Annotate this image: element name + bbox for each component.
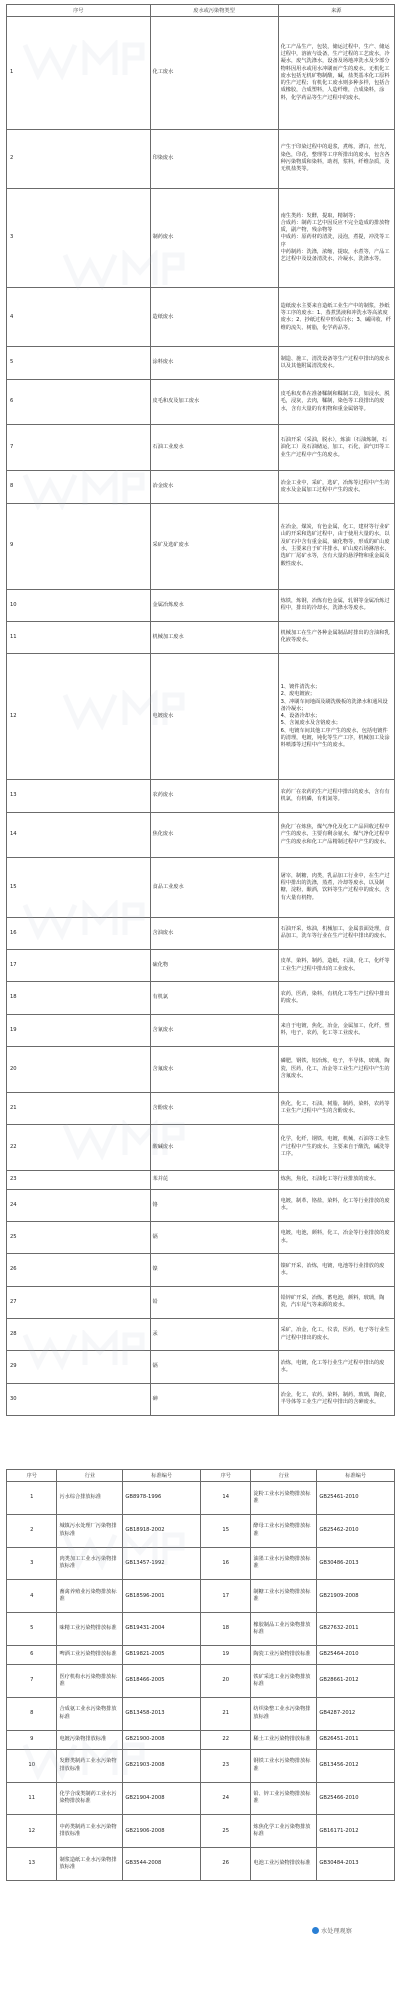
industry: 合成氨工业水污染物排放标准 [57,1697,123,1730]
wastewater-type: 含油废水 [150,917,278,949]
table-row [7,812,395,858]
standard-code: GB21903-2008 [123,1749,201,1782]
wastewater-source: 石油开采，炼油，机械加工，金属表面处理，食品加工，洗车等行业在生产过程中排出的废水。 [278,917,394,949]
wastewater-source: 产生于印染过程中的退浆，煮练，漂白，丝光，染色，印花，整理等工序所排出的废水，包含各种污染物质和染料，助剂，浆料，纤维杂质，及无机盐类等。 [278,129,394,188]
table-row [7,17,395,130]
table-row [7,1613,395,1646]
discharge-standards-table [6,1469,395,1881]
industry: 油墨工业水污染物排放标准 [251,1547,317,1580]
row-number: 25 [7,1221,151,1253]
row-number: 13 [7,780,151,812]
wastewater-source: 铅锌矿开采，冶炼，蓄电池，颜料，玻璃，陶瓷，汽车尾气等来源的废水。 [278,1286,394,1318]
standard-code: GB8978-1996 [123,1482,201,1515]
industry: 中药类制药工业水污染物排放标准 [57,1815,123,1848]
table-row [7,188,395,287]
table-row [7,1286,395,1318]
table-row [7,129,395,188]
row-number: 24 [7,1189,151,1221]
wastewater-source: 在冶金，煤炭，有色金属，化工，建材等行业矿山的开采和选矿过程中，由于使用大量的水，以及矿石中含有重金属，硫化物等，形成的矿山废水，主要来自于矿井排水，矿山废石场淋溶水，选矿厂尾矿水等，含有大量的悬浮物和重金属及酸性废水。 [278,503,394,589]
row-number: 2 [7,1514,57,1547]
col-header-type: 废水或污染物类型 [150,5,278,17]
table-row [7,1749,395,1782]
table-row [7,1697,395,1730]
row-number: 23 [200,1749,250,1782]
standard-code: GB13457-1992 [123,1547,201,1580]
wastewater-type: 有机氯 [150,982,278,1014]
wastewater-type: 采矿及选矿废水 [150,503,278,589]
industry: 炼焦化学工业污染物排放标准 [251,1815,317,1848]
industry: 钢铁工业水污染物排放标准 [251,1749,317,1782]
row-number: 9 [7,1730,57,1749]
row-number: 10 [7,1749,57,1782]
standard-code: GB21900-2008 [123,1730,201,1749]
row-number: 22 [200,1730,250,1749]
table-row [7,589,395,621]
table-row [7,1547,395,1580]
col-header-industry: 行业 [57,1470,123,1482]
row-number: 6 [7,379,151,425]
wastewater-source: 炼焦，焦化，石油化工等行业排放的废水。 [278,1170,394,1189]
table-row [7,379,395,425]
row-number: 18 [7,982,151,1014]
row-number: 19 [200,1645,250,1664]
row-number: 22 [7,1124,151,1170]
row-number: 7 [7,425,151,471]
industry: 啤酒工业污染物排放标准 [57,1645,123,1664]
row-number: 12 [7,1815,57,1848]
standard-code: GB26451-2011 [317,1730,395,1749]
row-number: 12 [7,654,151,780]
row-number: 20 [7,1046,151,1092]
industry: 酵母工业水污染物排放标准 [251,1514,317,1547]
row-number: 21 [200,1697,250,1730]
standard-code: GB16171-2012 [317,1815,395,1848]
table-row [7,1730,395,1749]
standard-code: GB21906-2008 [123,1815,201,1848]
table-row [7,1482,395,1515]
wastewater-source: 农药，医药，染料，有机化工等生产过程中排出的废水。 [278,982,394,1014]
row-number: 8 [7,471,151,503]
standard-code: GB18466-2005 [123,1665,201,1698]
industry: 铁矿采选工业污染物排放标准 [251,1665,317,1698]
row-number: 21 [7,1092,151,1124]
standard-code: GB3544-2008 [123,1848,201,1881]
row-number: 10 [7,589,151,621]
row-number: 4 [7,288,151,347]
wastewater-type: 冶金废水 [150,471,278,503]
wastewater-type: 焦化废水 [150,812,278,858]
table-row [7,1124,395,1170]
industry: 电池工业污染物排放标准 [251,1848,317,1881]
wastewater-type: 镍 [150,1254,278,1286]
wastewater-source: 电镀，电池，颜料，化工，冶金等行业排放的废水。 [278,1221,394,1253]
row-number: 9 [7,503,151,589]
table-row [7,1254,395,1286]
standard-code: GB13456-2012 [317,1749,395,1782]
standard-code: GB21909-2008 [317,1580,395,1613]
wastewater-type: 石油工业废水 [150,425,278,471]
row-number: 27 [7,1286,151,1318]
row-number: 5 [7,347,151,379]
row-number: 28 [7,1318,151,1350]
row-number: 25 [200,1815,250,1848]
wastewater-type: 含酚废水 [150,1092,278,1124]
industry: 橡胶制品工业污染物排放标准 [251,1613,317,1646]
col-header-source: 来源 [278,5,394,17]
wastewater-type: 铅 [150,1286,278,1318]
col-header-no: 序号 [7,5,151,17]
row-number: 17 [7,949,151,981]
wastewater-type: 汞 [150,1318,278,1350]
standard-code: GB18596-2001 [123,1580,201,1613]
wastewater-source: 冶金工业中，采矿，选矿，冶炼等过程中产生的废水及金属加工过程中产生的废水。 [278,471,394,503]
row-number: 17 [200,1580,250,1613]
wastewater-source: 采矿，冶金，化工，仪表，医药，电子等行业生产过程中排出的废水。 [278,1318,394,1350]
table-row [7,347,395,379]
wastewater-source: 皮毛和皮革在准备鞣制和鞣制工段，如浸水，脱毛，浸灰，去肉，鞣制，染色等工段排出的废水，含有大量的有机物和重金属铬等。 [278,379,394,425]
standard-code: GB25466-2010 [317,1782,395,1815]
table-row [7,949,395,981]
industry: 城镇污水处理厂污染物排放标准 [57,1514,123,1547]
wastewater-source: 南生类药：发酵，提取，精制等； 合成药：制药工艺中因反应不完全造成的排放物质，副产物，残余物等 中成药：原药材的清洗，浸泡，煮提，冲洗等工序 中药制药：洗涤，浓缩，提取，水煮等，产品工艺过程中及设备清洗水，冷凝水，洗涤水等。 [278,188,394,287]
industry: 制糖工业水污染物排放标准 [251,1580,317,1613]
table-row [7,780,395,812]
wastewater-source-table [6,4,395,1416]
document-body [6,4,395,1871]
row-number: 8 [7,1697,57,1730]
row-number: 14 [200,1482,250,1515]
wastewater-source: 1、镀件清洗水； 2、废电镀液； 3、冲刷车间地面及刷洗极板的洗涤水和通风设备冷凝水； 4、设备冷却水； 5、含氰废水及含铬废水； 6、电镀车间其他工序产生的废水，包括电镀件的清理，电镀，钝化等生产工序，机械加工及涂料喷漆等过程中产生的废水。 [278,654,394,780]
col-header-industry: 行业 [251,1470,317,1482]
wastewater-type: 农药废水 [150,780,278,812]
row-number: 11 [7,621,151,653]
source-credit [312,1926,352,1935]
row-number: 11 [7,1782,57,1815]
table-row [7,1514,395,1547]
standard-code: GB28661-2012 [317,1665,395,1698]
wastewater-type: 造纸废水 [150,288,278,347]
row-number: 15 [7,858,151,917]
row-number: 16 [200,1547,250,1580]
wastewater-type: 涂料废水 [150,347,278,379]
standard-code: GB27632-2011 [317,1613,395,1646]
wastewater-source: 机械加工在生产各种金属制品时排出的含油和乳化液等废水。 [278,621,394,653]
row-number: 26 [200,1848,250,1881]
wastewater-type: 酸碱废水 [150,1124,278,1170]
table-row [7,425,395,471]
industry: 电镀污染物排放标准 [57,1730,123,1749]
wastewater-source: 造纸废水主要来自造纸工业生产中的制浆，抄纸等工序的废水：1、蒸煮黑液和冲洗水等高浓度废水；2、抄纸过程中形成白水；3、碱回收、纤维的流失、树脂，化学药品等。 [278,288,394,347]
wastewater-source: 焦化厂在炼焦，煤气净化及化工产品回收过程中产生的废水，主要有剩余氨水，煤气净化过程中产生的废水和化工产品精制过程中产生的废水。 [278,812,394,858]
wastewater-source: 制造、施工，清洗设备等生产过程中排出的废水以及其他附属清洗废水。 [278,347,394,379]
wastewater-source: 石油开采（采油，脱水），炼油（石油炼制，石油化工）及石油储运，加工，石化，油气田等工业生产过程中产生的废水。 [278,425,394,471]
standard-code: GB25461-2010 [317,1482,395,1515]
row-number: 13 [7,1848,57,1881]
table-row [7,1046,395,1092]
wastewater-type: 印染废水 [150,129,278,188]
col-header-standard: 标准编号 [123,1470,201,1482]
table-row [7,471,395,503]
row-number: 6 [7,1645,57,1664]
wastewater-source: 来自于电镀，焦化，冶金，金属加工，化纤，塑料，电子，农药，化工等工业废水。 [278,1014,394,1046]
table-row [7,1014,395,1046]
row-number: 3 [7,188,151,287]
industry: 纺织染整工业水污染物排放标准 [251,1697,317,1730]
wastewater-source: 冶金，化工，农药，染料，制药，玻璃，陶瓷，半导体等工业生产过程中排出的含砷废水。 [278,1383,394,1415]
table-row [7,1092,395,1124]
row-number: 2 [7,129,151,188]
row-number: 1 [7,17,151,130]
table-row [7,1318,395,1350]
row-number: 24 [200,1782,250,1815]
table-row [7,1815,395,1848]
table-header-row [7,5,395,17]
standard-code: GB25464-2010 [317,1645,395,1664]
wastewater-source: 农药厂在农药的生产过程中排出的废水，含有有机氯，有机磷，有机氮等。 [278,780,394,812]
standard-code: GB19431-2004 [123,1613,201,1646]
row-number: 29 [7,1351,151,1383]
table-row [7,621,395,653]
wastewater-source: 皮革，染料，制药，造纸，石油，化工，化纤等工业生产过程中排出的工业废水。 [278,949,394,981]
wastewater-type: 制药废水 [150,188,278,287]
col-header-standard: 标准编号 [317,1470,395,1482]
table-row [7,1645,395,1664]
standard-code: GB19821-2005 [123,1645,201,1664]
industry: 畜禽养殖业污染物排放标准 [57,1580,123,1613]
row-number: 16 [7,917,151,949]
wastewater-type: 电镀废水 [150,654,278,780]
wechat-logo-icon [312,1927,319,1934]
wastewater-type: 含氟废水 [150,1046,278,1092]
wastewater-type: 砷 [150,1383,278,1415]
wastewater-type: 金属冶炼废水 [150,589,278,621]
row-number: 15 [200,1514,250,1547]
wastewater-type: 化工废水 [150,17,278,130]
table-header-row [7,1470,395,1482]
table-row [7,1170,395,1189]
industry: 污水综合排放标准 [57,1482,123,1515]
industry: 制浆造纸工业水污染物排放标准 [57,1848,123,1881]
table-row [7,1782,395,1815]
standard-code: GB21904-2008 [123,1782,201,1815]
industry: 化学合成类制药工业水污染物排放标准 [57,1782,123,1815]
table-row [7,1221,395,1253]
table-row [7,917,395,949]
wastewater-type: 机械加工废水 [150,621,278,653]
industry: 味精工业污染物排放标准 [57,1613,123,1646]
standard-code: GB30484-2013 [317,1848,395,1881]
wastewater-source: 化工产品生产，包装，储运过程中，生产、储运过程中，溶液与设备，生产过程的工艺废水，冷凝水，废气洗涤水，设备及场地冲洗水及少部分物料因用水或用水冲刷而产生的废水。无机化工废水包括无机矿物制酸，碱，盐类基本化工原料的生产过程；有机化工废水则多种多样，包括合成橡胶，合成塑料，人造纤维，合成染料，涂料，化学药品等生产过程中的废水。 [278,17,394,130]
wastewater-source: 镍矿开采，冶炼，电镀，电池等行业排放的废水。 [278,1254,394,1286]
wastewater-type: 食品工业废水 [150,858,278,917]
wastewater-source: 炼铁，炼钢，冶炼有色金属，轧钢等金属冶炼过程中，排出的冷却水，洗涤水等废水。 [278,589,394,621]
wastewater-type: 铬 [150,1189,278,1221]
table-row [7,1580,395,1613]
wastewater-type: 苯并芘 [150,1170,278,1189]
table-row [7,1351,395,1383]
table-row [7,1665,395,1698]
table-row [7,288,395,347]
row-number: 23 [7,1170,151,1189]
industry: 发酵类制药工业水污染物排放标准 [57,1749,123,1782]
wastewater-source: 磷肥，钢铁，铝冶炼，电子，半导体，玻璃，陶瓷，医药，化工，冶金等工业生产过程中产生的含氟废水。 [278,1046,394,1092]
table-row [7,503,395,589]
credit-text: 水处理观察 [321,1928,352,1935]
industry: 稀土工业污染物排放标准 [251,1730,317,1749]
table-row [7,1848,395,1881]
industry: 铅、锌工业污染物排放标准 [251,1782,317,1815]
row-number: 19 [7,1014,151,1046]
table-row [7,1189,395,1221]
wastewater-type: 含氰废水 [150,1014,278,1046]
row-number: 20 [200,1665,250,1698]
wastewater-source: 电镀，制革，铬盐，染料，化工等行业排放的废水。 [278,1189,394,1221]
table-row [7,858,395,917]
wastewater-type: 镉 [150,1221,278,1253]
industry: 淀粉工业水污染物排放标准 [251,1482,317,1515]
row-number: 1 [7,1482,57,1515]
industry: 医疗机构水污染物排放标准 [57,1665,123,1698]
row-number: 7 [7,1665,57,1698]
standard-code: GB30486-2013 [317,1547,395,1580]
row-number: 3 [7,1547,57,1580]
row-number: 14 [7,812,151,858]
col-header-no: 序号 [7,1470,57,1482]
row-number: 30 [7,1383,151,1415]
wastewater-source: 化学，化纤，钢铁，电镀，机械，石油等工业生产过程中产生的废水，主要来自于酸洗，碱洗等工序。 [278,1124,394,1170]
industry: 肉类加工工业水污染物排放标准 [57,1547,123,1580]
wastewater-source: 焦化，化工，石油，树脂，制药，染料，农药等工业生产过程中产生的含酚废水。 [278,1092,394,1124]
wastewater-source: 冶炼，电镀，化工等行业生产过程中排出的废水。 [278,1351,394,1383]
wastewater-source: 屠宰，制糖，肉类，乳品加工行业中，在生产过程中排出的洗涤，蒸煮，冷却等废水，以及制糖，淀粉，酿酒，饮料等生产过程中的废水，含有大量有机物。 [278,858,394,917]
row-number: 18 [200,1613,250,1646]
col-header-no: 序号 [200,1470,250,1482]
standard-code: GB25462-2010 [317,1514,395,1547]
row-number: 5 [7,1613,57,1646]
standard-code: GB13458-2013 [123,1697,201,1730]
table-row [7,982,395,1014]
table-row [7,1383,395,1415]
table-row [7,654,395,780]
wastewater-type: 皮毛和皮及加工废水 [150,379,278,425]
wastewater-type: 硫化物 [150,949,278,981]
standard-code: GB4287-2012 [317,1697,395,1730]
industry: 陶瓷工业污染物排放标准 [251,1645,317,1664]
standard-code: GB18918-2002 [123,1514,201,1547]
wastewater-type: 镉 [150,1351,278,1383]
row-number: 4 [7,1580,57,1613]
row-number: 26 [7,1254,151,1286]
